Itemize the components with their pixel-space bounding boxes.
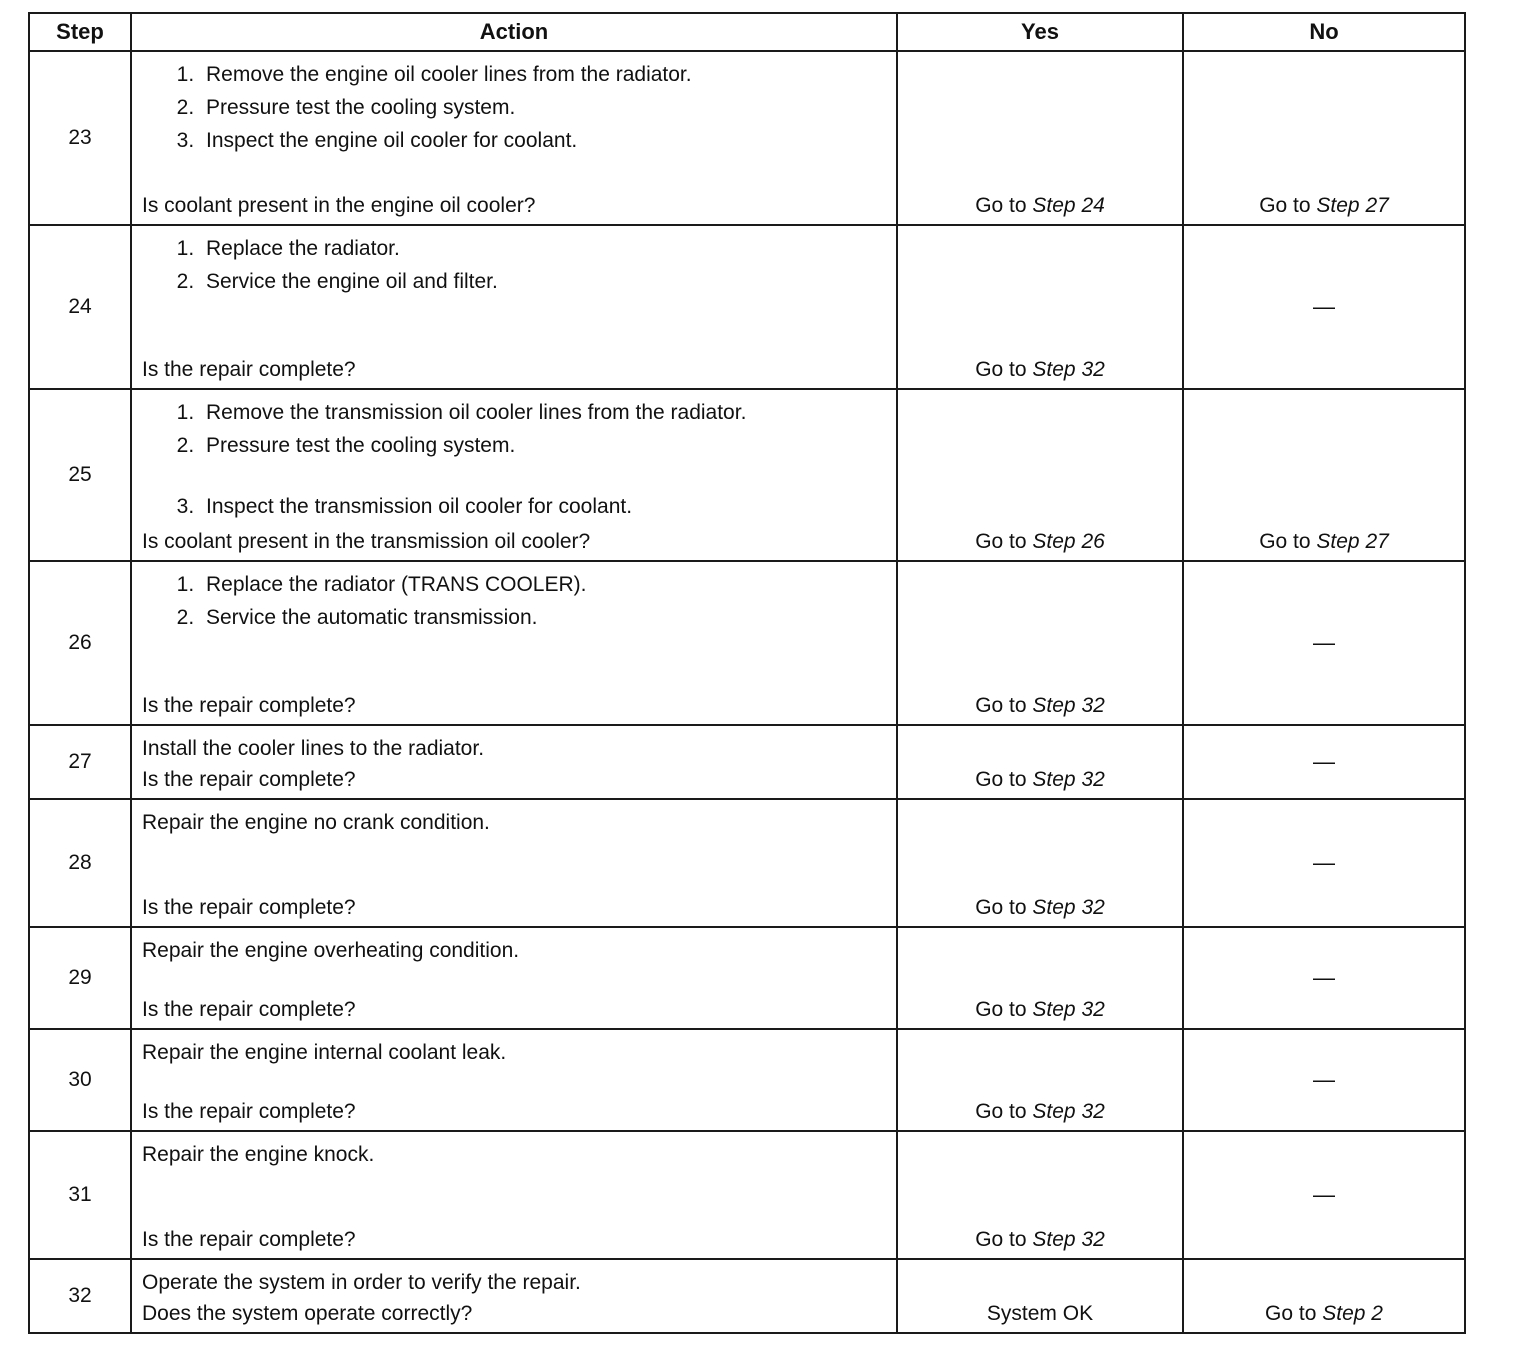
list-item: 1. Remove the engine oil cooler lines from the radiator. xyxy=(200,58,888,91)
question-text: Is the repair complete? xyxy=(142,1228,356,1251)
question-text: Is coolant present in the transmission oil cooler? xyxy=(142,530,591,553)
table-row xyxy=(29,725,1465,799)
yes-cell xyxy=(897,1259,1183,1333)
no-cell xyxy=(1183,725,1465,799)
action-list xyxy=(142,58,888,157)
question-text: Does the system operate correctly? xyxy=(142,1302,473,1325)
action-text: Repair the engine overheating condition. xyxy=(142,939,520,962)
action-text: Repair the engine internal coolant leak. xyxy=(142,1041,507,1064)
no-cell xyxy=(1183,225,1465,389)
list-item: 1. Replace the radiator (TRANS COOLER). xyxy=(200,568,888,601)
go-to-label: Go to xyxy=(975,896,1027,919)
yes-cell xyxy=(897,561,1183,725)
go-to-label: Go to xyxy=(975,998,1027,1021)
step-link[interactable]: Step 32 xyxy=(1032,358,1105,381)
action-cell xyxy=(131,1131,897,1259)
header-step: Step xyxy=(29,13,131,51)
question-text: Is the repair complete? xyxy=(142,694,356,717)
go-to-label: Go to xyxy=(1259,530,1311,553)
yes-cell xyxy=(897,927,1183,1029)
no-cell xyxy=(1183,51,1465,225)
action-text: Operate the system in order to verify the repair. xyxy=(142,1271,581,1294)
table-row xyxy=(29,389,1465,561)
go-to-label: Go to xyxy=(975,1228,1027,1251)
step-number: 30 xyxy=(29,1029,131,1131)
go-to-label: Go to xyxy=(975,768,1027,791)
question-text: Is the repair complete? xyxy=(142,1100,356,1123)
question-text: Is the repair complete? xyxy=(142,896,356,919)
table-row xyxy=(29,561,1465,725)
table-row xyxy=(29,51,1465,225)
step-link[interactable]: Step 2 xyxy=(1322,1302,1383,1325)
list-item: 2. Service the engine oil and filter. xyxy=(200,265,888,298)
list-item: 3. Inspect the transmission oil cooler for coolant. xyxy=(200,490,888,523)
action-cell xyxy=(131,1259,897,1333)
action-cell xyxy=(131,799,897,927)
action-text: Repair the engine knock. xyxy=(142,1143,375,1166)
yes-cell xyxy=(897,389,1183,561)
no-cell xyxy=(1183,1131,1465,1259)
table-row xyxy=(29,1259,1465,1333)
question-text: Is the repair complete? xyxy=(142,998,356,1021)
question-text: Is the repair complete? xyxy=(142,358,356,381)
action-text: Repair the engine no crank condition. xyxy=(142,811,490,834)
action-list xyxy=(142,396,888,523)
action-cell xyxy=(131,561,897,725)
action-cell xyxy=(131,389,897,561)
yes-cell xyxy=(897,1131,1183,1259)
no-cell xyxy=(1183,389,1465,561)
step-number: 23 xyxy=(29,51,131,225)
dash-mark: — xyxy=(1313,850,1335,875)
list-item: 1. Remove the transmission oil cooler lines from the radiator. xyxy=(200,396,888,429)
action-cell xyxy=(131,1029,897,1131)
system-ok-text: System OK xyxy=(986,1302,1094,1325)
step-number: 29 xyxy=(29,927,131,1029)
diagnostic-table xyxy=(28,12,1466,1334)
action-text: Install the cooler lines to the radiator. xyxy=(142,737,485,760)
step-link[interactable]: Step 32 xyxy=(1032,998,1105,1021)
go-to-label: Go to xyxy=(1259,194,1311,217)
action-cell xyxy=(131,51,897,225)
yes-cell xyxy=(897,799,1183,927)
step-number: 32 xyxy=(29,1259,131,1333)
table-row xyxy=(29,927,1465,1029)
dash-mark: — xyxy=(1313,294,1335,319)
step-link[interactable]: Step 32 xyxy=(1032,1228,1105,1251)
table-row xyxy=(29,1131,1465,1259)
step-number: 24 xyxy=(29,225,131,389)
step-link[interactable]: Step 24 xyxy=(1032,194,1105,217)
step-link[interactable]: Step 32 xyxy=(1032,694,1105,717)
action-list xyxy=(142,232,888,298)
step-link[interactable]: Step 32 xyxy=(1032,768,1105,791)
question-text: Is coolant present in the engine oil cooler? xyxy=(142,194,536,217)
dash-mark: — xyxy=(1313,749,1335,774)
yes-cell xyxy=(897,51,1183,225)
table-row xyxy=(29,799,1465,927)
header-action: Action xyxy=(131,13,897,51)
go-to-label: Go to xyxy=(975,358,1027,381)
list-item: 2. Pressure test the cooling system. xyxy=(200,91,888,124)
no-cell xyxy=(1183,1259,1465,1333)
no-cell xyxy=(1183,799,1465,927)
no-cell xyxy=(1183,927,1465,1029)
header-row xyxy=(29,13,1465,51)
yes-cell xyxy=(897,1029,1183,1131)
step-number: 31 xyxy=(29,1131,131,1259)
go-to-label: Go to xyxy=(975,1100,1027,1123)
header-yes: Yes xyxy=(897,13,1183,51)
step-link[interactable]: Step 32 xyxy=(1032,1100,1105,1123)
list-item: 2. Pressure test the cooling system. xyxy=(200,429,888,462)
dash-mark: — xyxy=(1313,630,1335,655)
header-no: No xyxy=(1183,13,1465,51)
dash-mark: — xyxy=(1313,1067,1335,1092)
no-cell xyxy=(1183,1029,1465,1131)
table-row xyxy=(29,225,1465,389)
list-item: 1. Replace the radiator. xyxy=(200,232,888,265)
go-to-label: Go to xyxy=(1265,1302,1317,1325)
go-to-label: Go to xyxy=(975,194,1027,217)
step-number: 28 xyxy=(29,799,131,927)
step-number: 26 xyxy=(29,561,131,725)
dash-mark: — xyxy=(1313,1182,1335,1207)
step-link[interactable]: Step 27 xyxy=(1316,530,1389,553)
no-cell xyxy=(1183,561,1465,725)
step-number: 25 xyxy=(29,389,131,561)
table-row xyxy=(29,1029,1465,1131)
action-cell xyxy=(131,927,897,1029)
list-item: 3. Inspect the engine oil cooler for coolant. xyxy=(200,124,888,157)
go-to-label: Go to xyxy=(975,530,1027,553)
step-link[interactable]: Step 27 xyxy=(1316,194,1389,217)
step-number: 27 xyxy=(29,725,131,799)
action-cell xyxy=(131,225,897,389)
dash-mark: — xyxy=(1313,965,1335,990)
step-link[interactable]: Step 26 xyxy=(1032,530,1105,553)
go-to-label: Go to xyxy=(975,694,1027,717)
question-text: Is the repair complete? xyxy=(142,768,356,791)
action-cell xyxy=(131,725,897,799)
step-link[interactable]: Step 32 xyxy=(1032,896,1105,919)
yes-cell xyxy=(897,225,1183,389)
action-list xyxy=(142,568,888,634)
list-item: 2. Service the automatic transmission. xyxy=(200,601,888,634)
yes-cell xyxy=(897,725,1183,799)
